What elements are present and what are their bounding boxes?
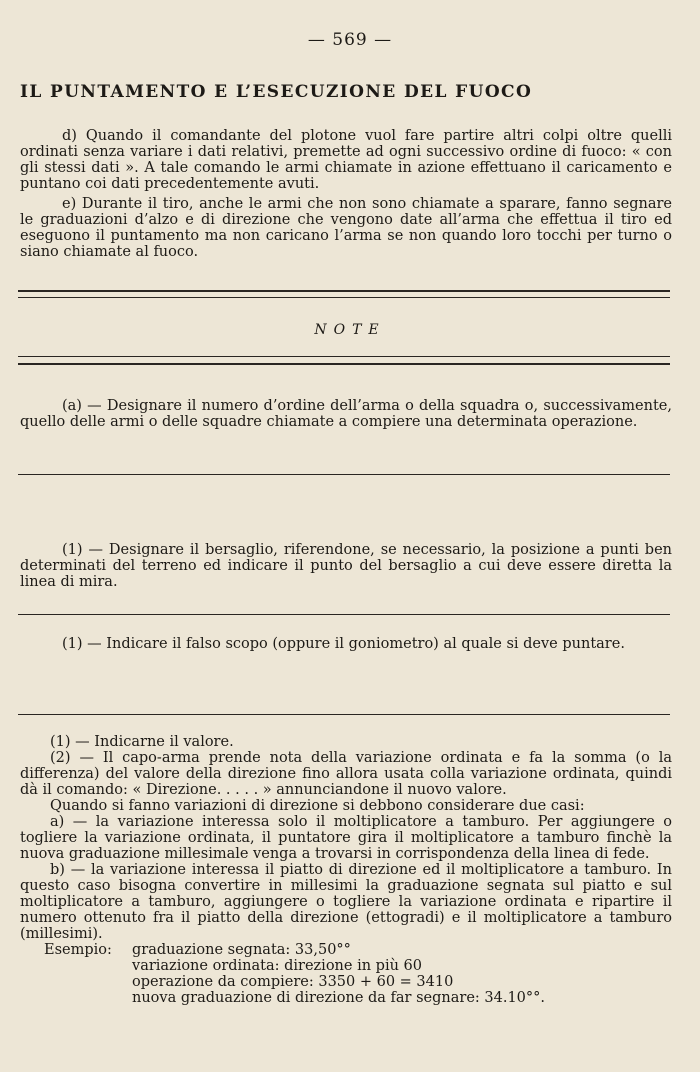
note-caso-b: b) — la variazione interessa il piatto di direzione ed il moltiplicatore a tamburo. In questo caso bisogna convertire in millesimi la graduazione segnata sul piatto e sul moltiplicatore a tamburo, aggiungere o togliere la variazione ordinata e ripartire il numero ottenuto fra il piatto della direzione (ettogradi) e il moltiplicatore a tamburo (millesimi). [20,862,672,942]
divider-note-bersaglio [18,614,670,615]
esempio-operazione: operazione da compiere: 3350 + 60 = 3410 [132,974,454,990]
esempio-line-3 [20,974,672,990]
esempio-graduazione: graduazione segnata: 33,50°° [132,942,351,958]
esempio-line-4 [20,990,672,1006]
note-casi-intro: Quando si fanno variazioni di direzione si debbono considerare due casi: [50,798,585,814]
page-number: — 569 — [307,30,393,50]
divider-note-falso-scopo [18,714,670,715]
note-bersaglio: (1) — Designare il bersaglio, riferendone, se necessario, la posizione a punti ben determinati del terreno ed indicare il punto del bersaglio a cui deve essere diretta la linea di mira. [20,542,672,590]
notes-heading: NOTE [314,322,386,338]
chapter-title: IL PUNTAMENTO E L’ESECUZIONE DEL FUOCO [20,82,533,102]
esempio-line-1 [20,942,672,958]
paragraph-e: e) Durante il tiro, anche le armi che non sono chiamate a sparare, fanno segnare le graduazioni d’alzo e di direzione che vengono date all’arma che effettua il tiro ed eseguono il puntamento ma non caricano l’arma se non quando loro tocchi per turno o siano chiamate al fuoco. [20,196,672,260]
note-caso-a: a) — la variazione interessa solo il moltiplicatore a tamburo. Per aggiungere o togliere la variazione ordinata, il puntatore gira il moltiplicatore a tamburo finchè la nuova graduazione millesimale venga a trovarsi in corrispondenza della linea di fede. [20,814,672,862]
esempio-variazione: variazione ordinata: direzione in più 60 [132,958,422,974]
divider-top-2 [18,297,670,298]
divider-notes-1 [18,356,670,357]
note-falso-scopo: (1) — Indicare il falso scopo (oppure il goniometro) al quale si deve puntare. [62,636,625,652]
esempio-label: Esempio: [44,942,112,958]
divider-notes-2 [18,363,670,365]
note-a: (a) — Designare il numero d’ordine dell’arma o della squadra o, successivamente, quello delle armi o delle squadre chiamate a compiere una determinata operazione. [20,398,672,430]
paragraph-d: d) Quando il comandante del plotone vuol fare partire altri colpi oltre quelli ordinati senza variare i dati relativi, premette ad ogni successivo ordine di fuoco: « con gli stessi dati ». A tale comando le armi chiamate in azione effettuano il caricamento e puntano coi dati precedentemente avuti. [20,128,672,192]
esempio-nuova-graduazione: nuova graduazione di direzione da far segnare: 34.10°°. [132,990,546,1006]
divider-note-a [18,474,670,475]
note-valore: (1) — Indicarne il valore. [50,734,234,750]
divider-top-1 [18,290,670,292]
esempio-line-2 [20,958,672,974]
note-direzione-block [20,734,672,1006]
note-capo-arma: (2) — Il capo-arma prende nota della variazione ordinata e fa la somma (o la differenza) del valore della direzione fino allora usata colla variazione ordinata, quindi dà il comando: « Direzione. . . . . » annunciandone il nuovo valore. [20,750,672,798]
